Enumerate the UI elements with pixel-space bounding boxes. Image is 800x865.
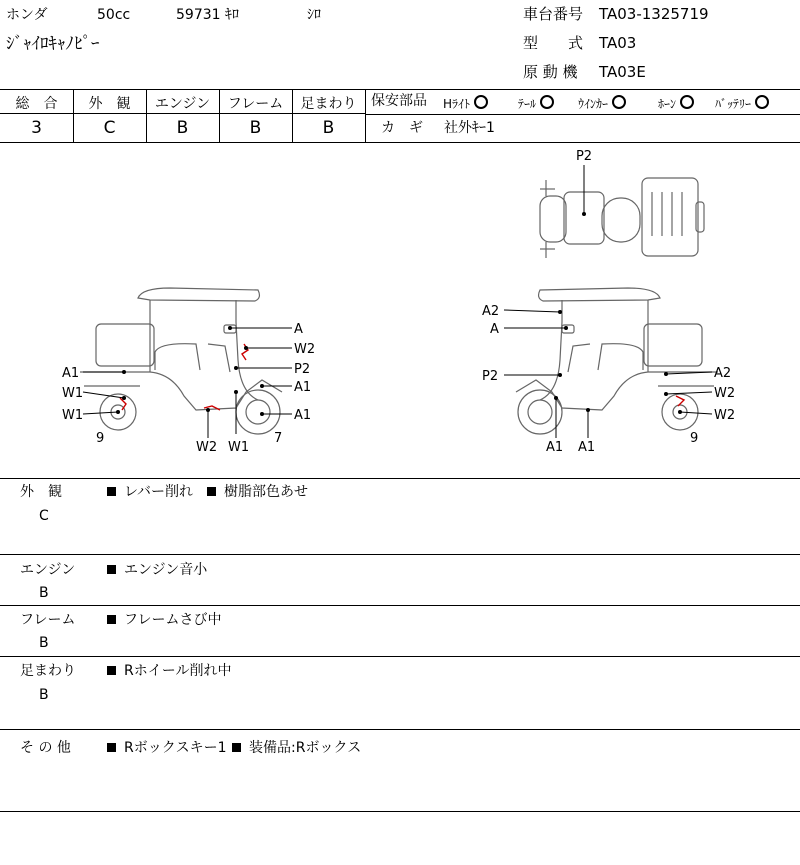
note-item	[207, 485, 308, 499]
square-bullet-icon	[232, 743, 241, 752]
ok-circle-icon	[474, 95, 488, 109]
key-value: 社外ｷｰ1	[444, 120, 495, 136]
safety-item	[443, 95, 488, 110]
note-item	[107, 741, 227, 755]
note-item	[107, 563, 207, 577]
diagram-label: P2	[482, 369, 499, 384]
square-bullet-icon	[107, 487, 116, 496]
note-item-text: 装備品:Rボックス	[249, 740, 362, 756]
diagram-label: W2	[714, 408, 736, 423]
safety-item	[518, 95, 554, 110]
divider	[0, 478, 800, 479]
safety-item-label: ﾃｰﾙ	[518, 97, 537, 111]
note-title: 外 観	[20, 484, 62, 500]
note-item-text: 樹脂部色あせ	[224, 484, 308, 500]
diagram-label: A	[490, 322, 499, 337]
divider	[0, 605, 800, 606]
divider	[0, 89, 800, 90]
callout-lines	[83, 165, 712, 438]
divider	[366, 114, 800, 115]
note-title: 足まわり	[20, 663, 76, 679]
grade-header-exterior: 外 観	[88, 96, 131, 112]
square-bullet-icon	[207, 487, 216, 496]
note-title: フレーム	[20, 612, 76, 628]
safety-item	[658, 95, 694, 110]
note-grade: C	[39, 508, 49, 524]
note-grade: B	[39, 585, 49, 601]
grade-value-suspension: B	[322, 118, 335, 138]
note-item	[107, 485, 193, 499]
key-label: カ ギ	[381, 120, 423, 136]
diagram-label: A1	[578, 440, 596, 455]
note-grade: B	[39, 635, 49, 651]
diagram-label: W2	[196, 440, 218, 455]
safety-item-label: ﾎｰﾝ	[658, 97, 677, 111]
square-bullet-icon	[107, 743, 116, 752]
divider	[0, 729, 800, 730]
diagram-label: A2	[482, 304, 500, 319]
note-item-text: Rボックスキー1	[124, 740, 227, 756]
top-view-scooter	[540, 178, 704, 258]
safety-item	[715, 95, 769, 110]
diagram-label: A1	[546, 440, 564, 455]
engine-code-value: TA03E	[599, 63, 646, 81]
damage-marks	[120, 344, 684, 410]
model-name: ｼﾞｬｲﾛｷｬﾉﾋﾟｰ	[6, 34, 100, 54]
diagram-label: 9	[690, 431, 699, 446]
grade-value-exterior: C	[103, 118, 116, 138]
color: ｼﾛ	[307, 7, 321, 23]
model-type-value: TA03	[599, 34, 637, 52]
safety-parts-title: 保安部品	[371, 93, 427, 109]
divider	[0, 656, 800, 657]
square-bullet-icon	[107, 666, 116, 675]
mileage: 59731 ｷﾛ	[176, 7, 239, 23]
displacement: 50cc	[97, 7, 131, 23]
damage-diagram	[0, 143, 800, 478]
ok-circle-icon	[540, 95, 554, 109]
diagram-label: A	[294, 322, 303, 337]
grade-value-engine: B	[176, 118, 189, 138]
grade-value-overall: 3	[31, 118, 42, 138]
diagram-label: W1	[62, 386, 84, 401]
note-item-text: フレームさび中	[124, 612, 222, 628]
note-item-text: エンジン音小	[124, 562, 208, 578]
note-grade: B	[39, 687, 49, 703]
note-item	[232, 741, 361, 755]
divider	[0, 113, 366, 114]
note-item-text: レバー削れ	[124, 484, 194, 500]
diagram-label: P2	[575, 149, 593, 164]
engine-code-label: 原 動 機	[523, 63, 578, 81]
model-type-label: 型 式	[523, 34, 584, 52]
grade-header-overall: 総 合	[15, 96, 58, 112]
diagram-label: 7	[274, 431, 283, 446]
ok-circle-icon	[680, 95, 694, 109]
diagram-label: W1	[62, 408, 84, 423]
diagram-label: W2	[294, 342, 316, 357]
frame-number-label: 車台番号	[523, 5, 584, 23]
note-item	[107, 664, 231, 678]
square-bullet-icon	[107, 565, 116, 574]
divider	[0, 554, 800, 555]
diagram-label: W1	[228, 440, 250, 455]
divider	[365, 89, 366, 142]
grade-header-frame: フレーム	[227, 96, 284, 112]
diagram-label: P2	[294, 362, 311, 377]
ok-circle-icon	[755, 95, 769, 109]
note-item	[107, 613, 221, 627]
safety-item-label: ﾊﾞｯﾃﾘｰ	[715, 97, 752, 111]
note-title: エンジン	[20, 562, 76, 578]
note-title: そ の 他	[20, 740, 71, 756]
diagram-label: A1	[294, 408, 312, 423]
diagram-label: 9	[96, 431, 105, 446]
diagram-label: W2	[714, 386, 736, 401]
maker: ホンダ	[6, 7, 48, 23]
diagram-label: A1	[294, 380, 312, 395]
safety-item-label: ｳｲﾝｶｰ	[578, 97, 609, 111]
grade-header-engine: エンジン	[154, 96, 211, 112]
note-item-text: Rホイール削れ中	[124, 663, 232, 679]
divider	[0, 811, 800, 812]
diagram-label: A2	[714, 366, 732, 381]
safety-item	[578, 95, 626, 110]
grade-header-suspension: 足まわり	[300, 96, 357, 112]
diagram-label: A1	[62, 366, 80, 381]
frame-number-value: TA03-1325719	[599, 5, 709, 23]
ok-circle-icon	[612, 95, 626, 109]
grade-value-frame: B	[249, 118, 262, 138]
callout-dots	[116, 212, 682, 416]
square-bullet-icon	[107, 615, 116, 624]
safety-item-label: Hﾗｲﾄ	[443, 97, 471, 111]
